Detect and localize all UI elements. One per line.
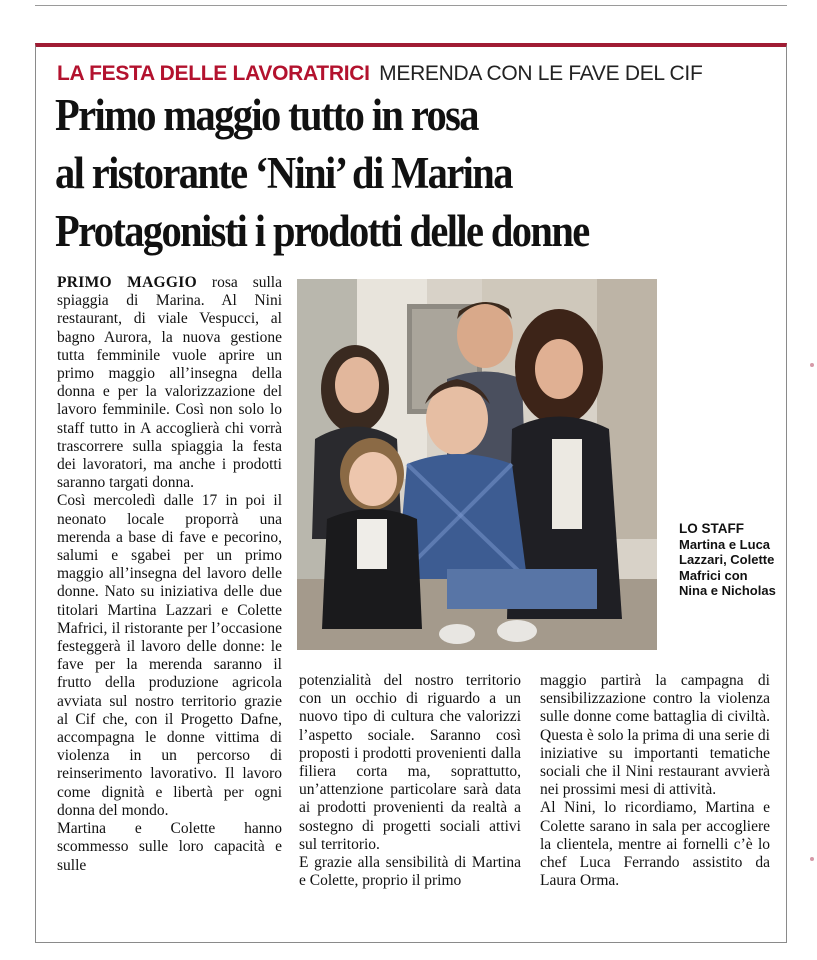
paragraph-7: Al Nini, lo ricordiamo, Martina e Colette sarano in sala per accogliere la clientela, mentre ai fornelli c’è lo chef Luca Ferrando assistito da Laura Orma. [540, 799, 770, 890]
caption-text: Martina e Luca Lazzari, Colette Mafrici con Nina e Nicholas [679, 536, 776, 598]
kicker-section: LA FESTA DELLE LAVORATRICI [57, 62, 370, 85]
paragraph-1 [57, 274, 282, 492]
paragraph-3: Martina e Colette hanno scommesso sulle loro capacità e sulle [57, 820, 282, 874]
caption-title: LO STAFF [679, 521, 744, 536]
photo-caption [679, 521, 779, 599]
headline-line-2: al ristorante ‘Nini’ di Marina [55, 148, 512, 198]
article-column-3 [540, 672, 770, 890]
paragraph-4: potenzialità del nostro territorio con un occhio di riguardo a un nuovo tipo di cultura che valorizzi l’aspetto sociale. Saranno così proposti i prodotti provenienti dalla filiera corta ma, soprattutto, un’attenzione particolare sarà data ai prodotti provenienti da realtà a sostegno di progetti sociali attivi sul territorio. [299, 672, 521, 853]
margin-mark [810, 857, 814, 861]
kicker [57, 62, 702, 86]
staff-photo-illustration [297, 279, 657, 650]
headline-line-3: Protagonisti i prodotti delle donne [55, 206, 589, 256]
staff-photo [297, 279, 657, 650]
lead-in: PRIMO MAGGIO [57, 274, 197, 291]
paragraph-6: maggio partirà la campagna di sensibilizzazione contro la violenza sulle donne come battaglia di civiltà. Questa è solo la prima di una serie di iniziative su importanti tematiche sociali che il Nini restaurant avvierà nei prossimi mesi di attività. [540, 672, 770, 799]
paragraph-1-text: rosa sulla spiaggia di Marina. Al Nini restaurant, di viale Vespucci, al bagno Aurora, la nuova gestione tutta femminile vuole aprire un primo maggio all’insegna della donna e per la valorizzazione del lavoro femminile. Così non solo lo staff tutto in A accoglierà chi vorrà trascorrere sulla spiaggia la festa dei lavoratori, ma anche i prodotti saranno targati donna. [57, 274, 282, 492]
kicker-subtitle: MERENDA CON LE FAVE DEL CIF [379, 62, 703, 85]
headline [55, 86, 589, 260]
article-column-1 [57, 274, 282, 875]
paragraph-2: Così mercoledì dalle 17 in poi il neonato locale proporrà una merenda a base di fave e pecorino, salumi e sgabei per un primo maggio all’insegna del lavoro delle donne. Nato su iniziativa delle due titolari Martina Lazzari e Colette Mafrici, il ristorante per l’occasione festeggerà il lavoro delle donne: le fave per la merenda saranno il frutto della produzione agricola avviata sul nostro territorio grazie al Cif che, con il Progetto Dafne, accompagna le donne vittima di violenza in un percorso di reinserimento lavorativo. Il lavoro come dignità e libertà per ogni donna del mondo. [57, 492, 282, 819]
top-rule [35, 5, 787, 6]
article-column-2 [299, 672, 521, 890]
margin-mark [810, 363, 814, 367]
paragraph-5: E grazie alla sensibilità di Martina e Colette, proprio il primo [299, 854, 521, 890]
headline-line-1: Primo maggio tutto in rosa [55, 90, 478, 140]
